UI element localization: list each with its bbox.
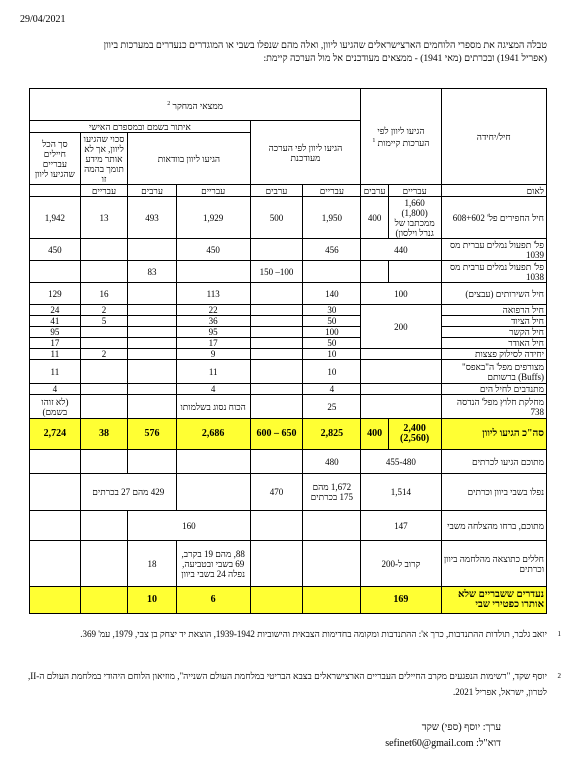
sub-label: לאום <box>441 185 546 197</box>
row-unit: יחידה לסילוק פצצות <box>441 349 546 360</box>
intro-line-1: טבלה המציגה את מספרי הלוחמים הארצישראלים שהגיעו ליוון, ואלה מהם שנפלו בשבי או המוגדרים כנעדרים במערכות ביוון <box>103 41 547 51</box>
footnote-2: 2 יוסף שקד, "רשימות הנפגעים מקרב החיילים העבריים הארצישראלים בצבא הבריטי במלחמת העולם השנייה", מוזיאון הלוחם היהודי במלחמת העולם ה-II, לטרון, ישראל, אפריל 2021. <box>28 671 561 697</box>
row-poss: 13 <box>80 197 127 239</box>
row-cert-arab: 493 <box>128 197 177 239</box>
missing-row <box>30 587 547 614</box>
row-total: 4 <box>30 384 81 395</box>
row-poss: 5 <box>80 316 127 327</box>
row-unit: חיל הקשר <box>441 327 546 338</box>
row-unit: מחלקת חלוץ מפל' הנדסה 738 <box>441 395 546 419</box>
sub-hebrews: עבריים <box>176 185 250 197</box>
row-upd-heb <box>303 261 361 283</box>
row-poss <box>80 239 127 261</box>
captured-upd-heb: 1,672 מהם 175 בכרתים <box>303 474 361 511</box>
missing-unit: נעדרים ששבריים שלא אותרו כפטירי שבי <box>441 587 546 614</box>
captured-row <box>30 474 547 511</box>
row-upd-heb: 1,950 <box>303 197 361 239</box>
row-unit: פל' תפעול נמלים ערבית מס 1038 <box>441 261 546 283</box>
escaped-est: 147 <box>361 511 441 541</box>
row-total: 11 <box>30 349 81 360</box>
row-cert-heb: הכוח נסוג בשלמותו <box>176 395 250 419</box>
row-total: (לא זוהו בשמם) <box>30 395 81 419</box>
total-poss: 38 <box>80 419 127 450</box>
row-cert-heb: 450 <box>176 239 250 261</box>
captured-est: 1,514 <box>361 474 441 511</box>
table-row <box>30 327 547 338</box>
document-date: 29/04/2021 <box>20 14 66 25</box>
header-possible: סכוי שהגיעו ליוון, אך לא אותר מידע תומך בהמה זו <box>80 133 127 185</box>
signature-email[interactable]: דוא"ל: sefinet60@gmail.com <box>385 738 501 749</box>
row-cert-heb: 113 <box>176 283 250 305</box>
crete-est: 455-480 <box>361 450 441 474</box>
header-arrived-updated: הגיעו ליוון לפי הערכה מעודכנת <box>250 121 361 185</box>
row-upd-heb: 100 <box>303 327 361 338</box>
sub-arabs: ערבים <box>250 185 303 197</box>
row-total <box>30 261 81 283</box>
table-row <box>30 283 547 305</box>
missing-poss: 10 <box>128 587 177 614</box>
killed-cert-arab: 18 <box>128 541 177 587</box>
sub-hebrews: עבריים <box>388 185 441 197</box>
total-upd-heb: 2,825 <box>303 419 361 450</box>
row-cert-heb: 11 <box>176 360 250 384</box>
table-row <box>30 261 547 283</box>
row-unit: חיל הציוד <box>441 316 546 327</box>
row-est-arab <box>361 261 388 283</box>
row-unit: חיל הרפואה <box>441 305 546 316</box>
total-est-heb: 2,400 (2,560) <box>388 419 441 450</box>
row-upd-heb: 10 <box>303 349 361 360</box>
sub-hebrews: עבריים <box>303 185 361 197</box>
row-poss: 2 <box>80 349 127 360</box>
row-unit: חיל השירותים (עבצים) <box>441 283 546 305</box>
table-row <box>30 360 547 384</box>
row-upd-heb: 25 <box>303 395 361 419</box>
table-row <box>30 305 547 316</box>
crete-upd: 480 <box>303 450 361 474</box>
killed-cert: 88, מהם 19 בקרב, 69 בשבי ובטביעה, נפלה 24 בשבי ביוון <box>176 541 250 587</box>
data-table <box>29 88 547 614</box>
row-upd-heb: 30 <box>303 305 361 316</box>
row-cert-heb: 9 <box>176 349 250 360</box>
row-unit: חיל האודר <box>441 338 546 349</box>
header-total-soldiers: סך הכל חיילים עבריים שהגיעו ליוון <box>30 133 81 185</box>
intro-text <box>27 40 547 66</box>
row-unit: מתנדבים לחיל הים <box>441 384 546 395</box>
row-upd-heb: 140 <box>303 283 361 305</box>
row-unit: מצורפים מפל' ה"באפס" (Buffs) ברשותם <box>441 360 546 384</box>
row-upd-arab: 500 <box>250 197 303 239</box>
row-unit: פל' תפעול נמלים עברית מס 1039 <box>441 239 546 261</box>
total-cert-heb: 2,686 <box>176 419 250 450</box>
header-arrived-estimate: הגיעו ליוון לפי הערכות קיימות $^1$ <box>361 89 441 185</box>
row-est-heb: 100 <box>361 283 441 305</box>
row-poss: 2 <box>80 305 127 316</box>
killed-unit: חללים כתוצאה מהלחמה ביוון וכרתים <box>441 541 546 587</box>
sub-arabs: ערבים <box>361 185 388 197</box>
row-est-heb <box>388 261 441 283</box>
row-cert-heb: 36 <box>176 316 250 327</box>
table-row <box>30 384 547 395</box>
table-row <box>30 316 547 327</box>
row-upd-heb: 10 <box>303 360 361 384</box>
row-poss <box>80 261 127 283</box>
killed-est: קרוב ל-200 <box>361 541 441 587</box>
row-total: 24 <box>30 305 81 316</box>
table-row <box>30 338 547 349</box>
killed-row <box>30 541 547 587</box>
crete-row <box>30 450 547 474</box>
row-unit: חיל החפירים פל' 608+602 <box>441 197 546 239</box>
escaped-unit: מתוכם, ברחו מהצלחה משבי <box>441 511 546 541</box>
signature-editor: ערך: יוסף (ספי) שקד <box>421 722 501 733</box>
row-cert-arab: 83 <box>128 261 177 283</box>
row-total: 11 <box>30 360 81 384</box>
row-upd-heb: 50 <box>303 316 361 327</box>
header-identified: איתור בשמם ובמספרם האישי <box>30 121 251 133</box>
row-poss: 16 <box>80 283 127 305</box>
row-total: 41 <box>30 316 81 327</box>
total-unit: סה"כ הגיעו ליוון <box>441 419 546 450</box>
row-upd-arab: 100– 150 <box>250 261 303 283</box>
escaped-row <box>30 511 547 541</box>
total-est-arab: 400 <box>361 419 388 450</box>
captured-upd-arab: 470 <box>250 474 303 511</box>
row-total: 95 <box>30 327 81 338</box>
row-est-arab: 400 <box>361 197 388 239</box>
missing-est: 169 <box>361 587 441 614</box>
row-total: 129 <box>30 283 81 305</box>
row-cert-heb <box>176 261 250 283</box>
header-research-findings: ממצאי המחקר $^2$ <box>30 89 361 121</box>
row-est-heb: 440 <box>361 239 441 261</box>
row-cert-arab <box>128 239 177 261</box>
row-cert-heb: 95 <box>176 327 250 338</box>
row-total: 17 <box>30 338 81 349</box>
sub-arabs: ערבים <box>128 185 177 197</box>
table-row <box>30 197 547 239</box>
header-unit: חיל/יחידה <box>441 89 546 185</box>
total-total: 2,724 <box>30 419 81 450</box>
row-est-heb: 200 <box>361 305 441 349</box>
row-cert-heb: 4 <box>176 384 250 395</box>
signature <box>385 720 501 752</box>
row-total: 1,942 <box>30 197 81 239</box>
row-total: 450 <box>30 239 81 261</box>
intro-line-2: (אפריל 1941) ובכרתים (מאי 1941) - ממצאים מעודכנים אל מול הערכה קיימת: <box>263 54 547 64</box>
row-upd-arab <box>250 283 303 305</box>
captured-cert: 429 מהם 27 בכרתים <box>80 474 176 511</box>
crete-unit: מתוכם הגיעו לכרתים <box>441 450 546 474</box>
total-cert-arab: 576 <box>128 419 177 450</box>
escaped-cert: 160 <box>128 511 250 541</box>
table-row <box>30 349 547 360</box>
total-row <box>30 419 547 450</box>
row-upd-arab <box>250 239 303 261</box>
row-est-heb: 1,660 (1,800) ממכתבו של גנרל וילסון) <box>388 197 441 239</box>
total-upd-arab: 650 – 600 <box>250 419 303 450</box>
header-arrived-certainly: הגיעו ליוון בוודאות <box>128 133 250 185</box>
row-cert-heb: 22 <box>176 305 250 316</box>
captured-unit: נפלו בשבי ביוון וכרתים <box>441 474 546 511</box>
sub-hebrews: עבריים <box>80 185 127 197</box>
row-upd-heb: 456 <box>303 239 361 261</box>
row-upd-heb: 50 <box>303 338 361 349</box>
row-cert-arab <box>128 283 177 305</box>
row-cert-heb: 17 <box>176 338 250 349</box>
table-row <box>30 395 547 419</box>
row-cert-heb: 1,929 <box>176 197 250 239</box>
table-row <box>30 239 547 261</box>
missing-cert: 6 <box>176 587 250 614</box>
row-upd-heb: 4 <box>303 384 361 395</box>
footnote-1: 1 יואב גלבר, תולדות ההתנדבות, כרך א': ההתנדבות ומקומה בחדימות הצבאית והישוביות 1939-1942, הוצאת יד יצחק בן צבי, 1979, עמ' 369. <box>80 629 561 639</box>
